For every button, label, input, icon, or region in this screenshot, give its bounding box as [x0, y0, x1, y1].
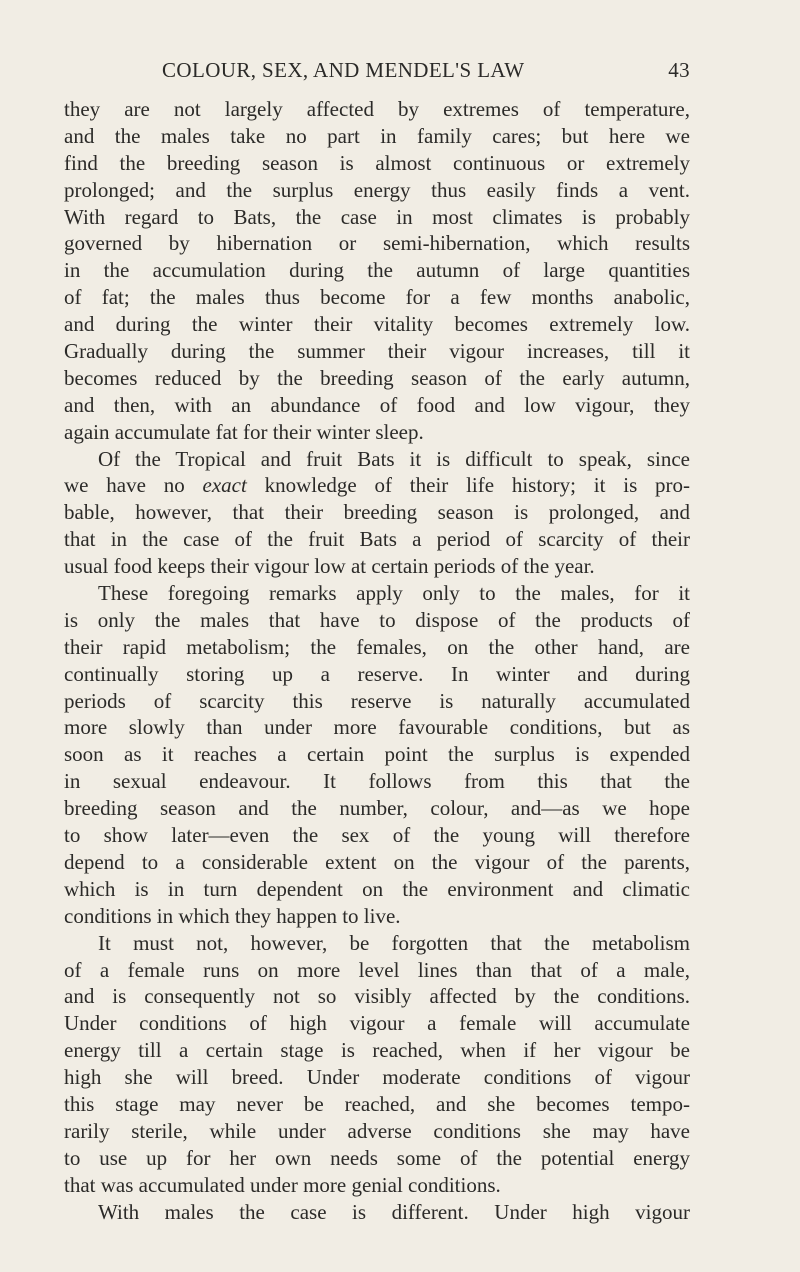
text-line: more slowly than under more favourable conditions, but as — [64, 715, 690, 740]
paragraph-start-line: Of the Tropical and fruit Bats it is difficult to speak, since — [98, 446, 690, 471]
paragraph-end-line: that was accumulated under more genial conditions. — [64, 1172, 501, 1197]
text-line: in sexual endeavour. It follows from this that the — [64, 769, 690, 794]
text-line: to show later—even the sex of the young will therefore — [64, 823, 690, 848]
text-line: periods of scarcity this reserve is naturally accumulated — [64, 688, 690, 713]
text-line: and is consequently not so visibly affected by the conditions. — [64, 984, 690, 1009]
paragraph-start-line: It must not, however, be forgotten that the metabolism — [98, 930, 690, 955]
text-line: their rapid metabolism; the females, on the other hand, are — [64, 634, 690, 659]
chapter-title: COLOUR, SEX, AND MENDEL'S LAW — [162, 58, 525, 82]
text-line: and then, with an abundance of food and low vigour, they — [64, 392, 690, 417]
text-line: governed by hibernation or semi-hibernation, which results — [64, 231, 690, 256]
text-line: and the males take no part in family cares; but here we — [64, 123, 690, 148]
text-line: and during the winter their vitality becomes extremely low. — [64, 312, 690, 337]
paragraph-start-line: With males the case is different. Under high vigour — [98, 1199, 690, 1224]
text-line: Gradually during the summer their vigour increases, till it — [64, 339, 690, 364]
paragraph-end-line: conditions in which they happen to live. — [64, 903, 401, 928]
text-line: that in the case of the fruit Bats a period of scarcity of their — [64, 527, 690, 552]
text-line: becomes reduced by the breeding season of the early autumn, — [64, 365, 690, 390]
text-line: high she will breed. Under moderate conditions of vigour — [64, 1065, 690, 1090]
text-line: they are not largely affected by extremes of temperature, — [64, 97, 690, 121]
paragraph-end-line: usual food keeps their vigour low at certain periods of the year. — [64, 554, 595, 579]
text-line: which is in turn dependent on the environment and climatic — [64, 876, 690, 901]
text-line: Under conditions of high vigour a female will accumulate — [64, 1011, 690, 1036]
emphasized-word: exact — [202, 473, 247, 498]
text-line: this stage may never be reached, and she becomes tempo- — [64, 1091, 690, 1116]
text-line: of a female runs on more level lines than that of a male, — [64, 957, 690, 982]
text-line: With regard to Bats, the case in most climates is probably — [64, 204, 690, 229]
text-line: bable, however, that their breeding season is prolonged, and — [64, 500, 690, 525]
text-line: of fat; the males thus become for a few months anabolic, — [64, 285, 690, 310]
page-number: 43 — [668, 58, 690, 82]
text-line: continually storing up a reserve. In winter and during — [64, 661, 690, 686]
text-line: in the accumulation during the autumn of large quantities — [64, 258, 690, 283]
text-line: soon as it reaches a certain point the surplus is expended — [64, 742, 690, 767]
paragraph-start-line: These foregoing remarks apply only to the males, for it — [98, 581, 690, 606]
paragraph-end-line: again accumulate fat for their winter sleep. — [64, 419, 424, 444]
text-line: to use up for her own needs some of the potential energy — [64, 1145, 690, 1170]
text-line: energy till a certain stage is reached, when if her vigour be — [64, 1038, 690, 1063]
text-fragment: knowledge of their life history; it is pro- — [264, 473, 691, 498]
running-head — [64, 58, 690, 94]
text-line: find the breeding season is almost continuous or extremely — [64, 150, 690, 175]
text-line: breeding season and the number, colour, and—as we hope — [64, 796, 690, 821]
text-fragment: we have no — [64, 473, 185, 498]
body-text — [64, 96, 690, 1225]
text-line: rarily sterile, while under adverse conditions she may have — [64, 1118, 690, 1143]
text-line: is only the males that have to dispose of the products of — [64, 607, 690, 632]
text-line: prolonged; and the surplus energy thus easily finds a vent. — [64, 177, 690, 202]
text-line-with-emphasis — [64, 472, 690, 499]
text-line: depend to a considerable extent on the vigour of the parents, — [64, 849, 690, 874]
